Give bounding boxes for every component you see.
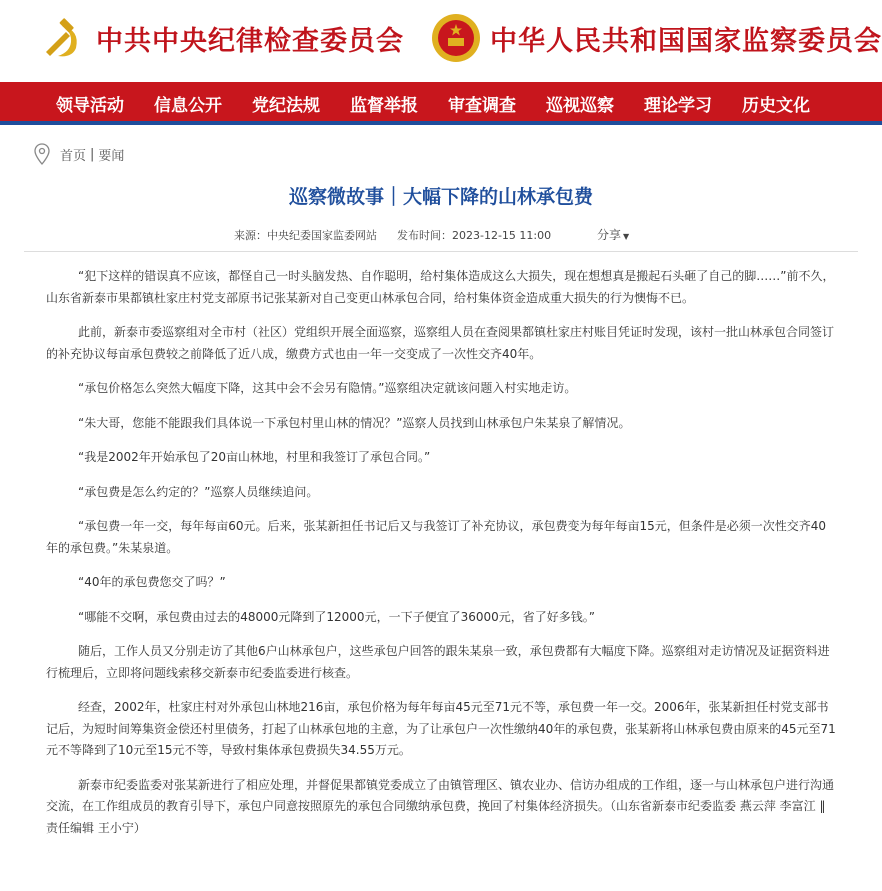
- nsc-title: 中华人民共和国国家监察委员会: [490, 25, 882, 57]
- nav-item-regulations[interactable]: 党纪法规: [252, 95, 320, 116]
- article-paragraph: 随后，工作人员又分别走访了其他6户山林承包户，这些承包户回答的跟朱某泉一致，承包费都有大幅度下降。巡察组对走访情况及证据资料进行梳理后，立即将问题线索移交新泰市纪委监委进行核查。: [46, 644, 830, 680]
- nav-item-leadership[interactable]: 领导活动: [56, 95, 124, 116]
- national-emblem-icon: [430, 12, 482, 64]
- article-paragraph: 新泰市纪委监委对张某新进行了相应处理，并督促果都镇党委成立了由镇管理区、镇农业办、信访办组成的工作组，逐一与山林承包户进行沟通交流，在工作组成员的教育引导下，承包户同意按照原先的承包合同缴纳承包费，挽回了村集体经济损失。（山东省新泰市纪委监委 燕云萍 李富江 ‖ 责任编辑 王小宁）: [46, 777, 835, 835]
- main-nav: [0, 82, 882, 121]
- article-paragraph: “承包费是怎么约定的？”巡察人员继续追问。: [78, 484, 319, 499]
- article-paragraph: “承包费一年一交，每年每亩60元。后来，张某新担任书记后又与我签订了补充协议，承包费变为每年每亩15元，但条件是必须一次性交齐40年的承包费。”朱某泉道。: [46, 519, 827, 555]
- nsc-logo[interactable]: [430, 12, 882, 64]
- nav-item-disclosure[interactable]: 信息公开: [154, 95, 222, 116]
- location-pin-icon: [34, 143, 50, 165]
- time-label: 发布时间：: [397, 229, 452, 242]
- time-value: 2023-12-15 11:00: [452, 229, 552, 242]
- site-header: [0, 0, 882, 82]
- nav-item-history[interactable]: 历史文化: [742, 95, 810, 116]
- article-paragraph: 此前，新泰市委巡察组对全市村（社区）党组织开展全面巡察，巡察组人员在查阅果都镇杜家庄村账目凭证时发现，该村一批山林承包合同签订的补充协议每亩承包费较之前降低了近八成，缴费方式也由一年一交变成了一次性交齐40年。: [46, 325, 835, 361]
- party-emblem-icon: [36, 12, 88, 64]
- breadcrumb: [34, 143, 882, 165]
- caret-down-icon: ▼: [623, 232, 630, 241]
- breadcrumb-home[interactable]: 首页: [60, 148, 87, 164]
- article-paragraph: “朱大哥，您能不能跟我们具体说一下承包村里山林的情况？”巡察人员找到山林承包户朱某泉了解情况。: [78, 415, 631, 430]
- source-value: 中央纪委国家监委网站: [267, 229, 377, 242]
- article-title: 巡察微故事｜大幅下降的山林承包费: [288, 186, 593, 208]
- nav-item-report[interactable]: 监督举报: [350, 95, 418, 116]
- ccdi-logo[interactable]: [36, 12, 404, 64]
- source-label: 来源：: [234, 229, 267, 242]
- breadcrumb-current[interactable]: 要闻: [98, 148, 125, 164]
- source-info: [234, 227, 377, 243]
- article-body: [46, 266, 836, 839]
- publish-time: [397, 227, 551, 243]
- share-label: 分享: [597, 228, 622, 242]
- article-paragraph: 经查，2002年，杜家庄村对外承包山林地216亩，承包价格为每年每亩45元至71元不等，承包费一年一交。2006年，张某新担任村党支部书记后，为短时间筹集资金偿还村里债务，打起了山林承包地的主意，为了让承包户一次性缴纳40年的承包费，张某新将山林承包费由原来的45元至71元不等降到了10元至15元不等，导致村集体承包费损失34.55万元。: [46, 700, 836, 757]
- share-button[interactable]: [597, 226, 629, 243]
- breadcrumb-separator: |: [90, 146, 95, 162]
- nav-item-theory[interactable]: 理论学习: [644, 95, 712, 116]
- article-paragraph: “哪能不交啊，承包费由过去的48000元降到了12000元，一下子便宜了36000元，省了好多钱。”: [78, 609, 595, 624]
- article-meta: [24, 225, 858, 252]
- article-paragraph: “承包价格怎么突然大幅度下降，这其中会不会另有隐情。”巡察组决定就该问题入村实地走访。: [78, 381, 577, 395]
- nav-item-inspection[interactable]: 巡视巡察: [546, 95, 614, 116]
- article-paragraph: “我是2002年开始承包了20亩山林地，村里和我签订了承包合同。”: [78, 450, 431, 464]
- nav-item-investigation[interactable]: 审查调查: [448, 95, 516, 116]
- article-paragraph: “犯下这样的错误真不应该，都怪自己一时头脑发热、自作聪明，给村集体造成这么大损失，现在想想真是搬起石头砸了自己的脚……”前不久，山东省新泰市果都镇杜家庄村党支部原书记张某新对自己变更山林承包合同，给村集体资金造成重大损失的行为懊悔不已。: [46, 269, 835, 305]
- article-paragraph: “40年的承包费您交了吗？”: [78, 575, 226, 589]
- ccdi-title: 中共中央纪律检查委员会: [96, 25, 404, 57]
